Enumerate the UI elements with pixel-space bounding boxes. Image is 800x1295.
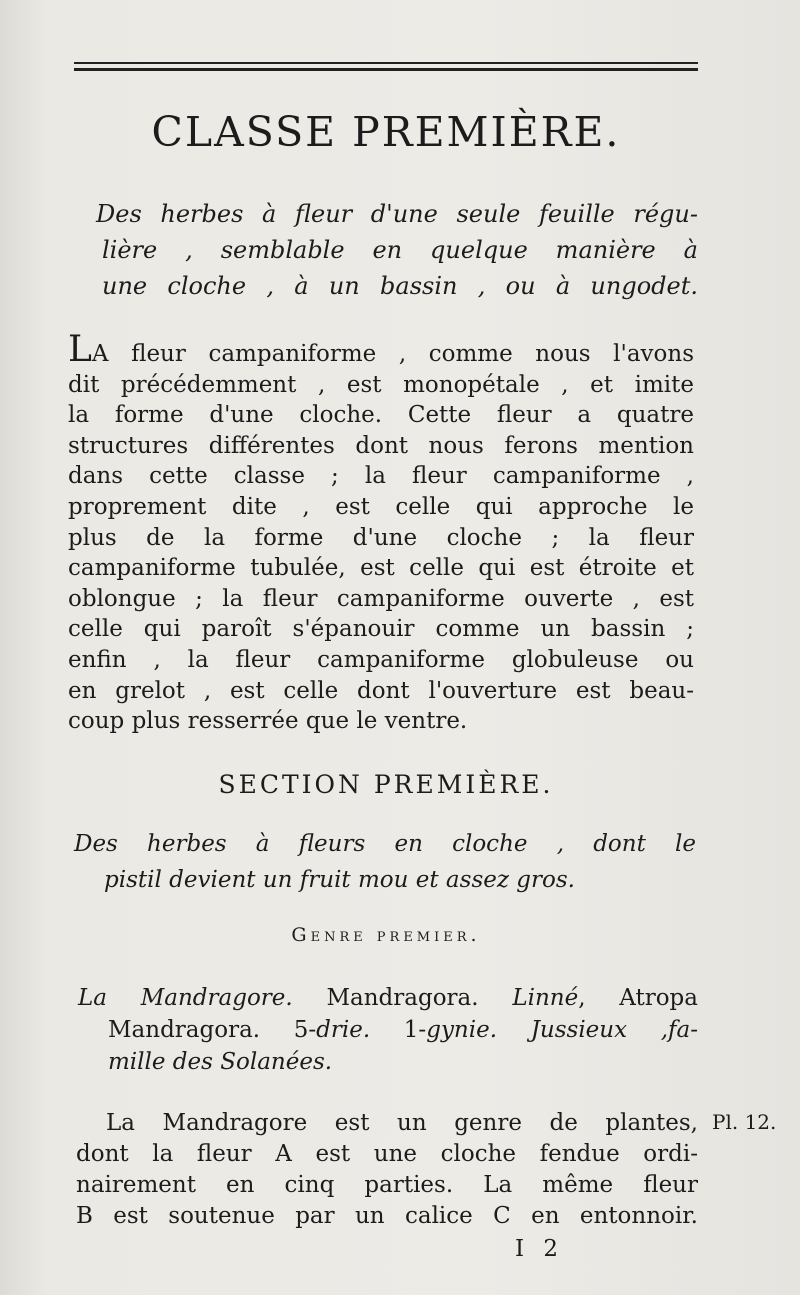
signature-mark: I 2: [515, 1236, 565, 1262]
intro-line: enfin , la fleur campaniforme globuleuse ou: [68, 646, 694, 673]
entry-latin-name: Mandragora.: [292, 985, 513, 1011]
plate-reference: Pl. 12.: [712, 1110, 777, 1134]
intro-line: oblongue ; la fleur campaniforme ouverte , est: [68, 585, 694, 612]
description-line: B est soutenue par un calice C en entonnoir.: [76, 1203, 698, 1229]
intro-line: plus de la forme d'une cloche ; la fleur: [68, 524, 694, 551]
header-rule-thick: [74, 68, 698, 71]
intro-first-line: A fleur campaniforme , comme nous l'avons: [91, 341, 694, 367]
header-rule-thin: [74, 62, 698, 64]
intro-line: dit précédemment , est monopétale , et imite: [68, 371, 694, 398]
intro-line: dans cette classe ; la fleur campaniforme ,: [68, 463, 694, 490]
genus-entry: [78, 982, 698, 1078]
section-subtitle-line: pistil devient un fruit mou et assez gros.: [104, 867, 575, 893]
entry-space: [497, 1017, 531, 1043]
section-subtitle: [74, 826, 696, 898]
entry-jussieux: Jussieux ,fa-: [530, 1017, 699, 1043]
entry-line: [78, 1014, 698, 1046]
entry-atropa: , Atropa: [578, 985, 698, 1011]
intro-line: la forme d'une cloche. Cette fleur a quatre: [68, 402, 694, 429]
section-title: SECTION PREMIÈRE.: [218, 770, 554, 799]
intro-line: campaniforme tubulée, est celle qui est étroite et: [68, 555, 694, 582]
description-line: dont la fleur A est une cloche fendue ordi-: [76, 1141, 698, 1167]
section-subtitle-line: Des herbes à fleurs en cloche , dont le: [74, 831, 696, 857]
intro-paragraph: [68, 329, 694, 737]
page-title: CLASSE PREMIÈRE.: [151, 108, 621, 156]
entry-line: mille des Solanées.: [108, 1049, 333, 1075]
class-subtitle: [96, 196, 698, 304]
entry-classification: Mandragora. 5-: [108, 1017, 317, 1043]
description-line: La Mandragore est un genre de plantes,: [106, 1110, 698, 1136]
entry-drie: drie.: [316, 1017, 371, 1043]
description-line: nairement en cinq parties. La même fleur: [76, 1172, 698, 1198]
intro-line: en grelot , est celle dont l'ouverture est beau-: [68, 677, 694, 704]
drop-cap: L: [68, 329, 92, 370]
intro-line: proprement dite , est celle qui approche le: [68, 493, 694, 520]
entry-gynie: gynie.: [426, 1017, 498, 1043]
entry-author-linne: Linné: [512, 985, 579, 1011]
entry-line: [78, 982, 698, 1014]
entry-french-name: La Mandragore.: [78, 985, 293, 1011]
intro-line: structures différentes dont nous ferons mention: [68, 432, 694, 459]
intro-line: celle qui paroît s'épanouir comme un bassin ;: [68, 616, 694, 643]
intro-line: [68, 329, 694, 370]
description-paragraph: [76, 1108, 698, 1232]
genre-heading: Genre premier.: [291, 924, 481, 946]
entry-number: 1-: [370, 1017, 427, 1043]
subtitle-line: Des herbes à fleur d'une seule feuille régu-: [96, 200, 698, 228]
subtitle-line: lière , semblable en quelque manière à: [102, 236, 698, 264]
subtitle-line: une cloche , à un bassin , ou à ungodet.: [102, 272, 698, 300]
intro-line: coup plus resserrée que le ventre.: [68, 708, 468, 735]
